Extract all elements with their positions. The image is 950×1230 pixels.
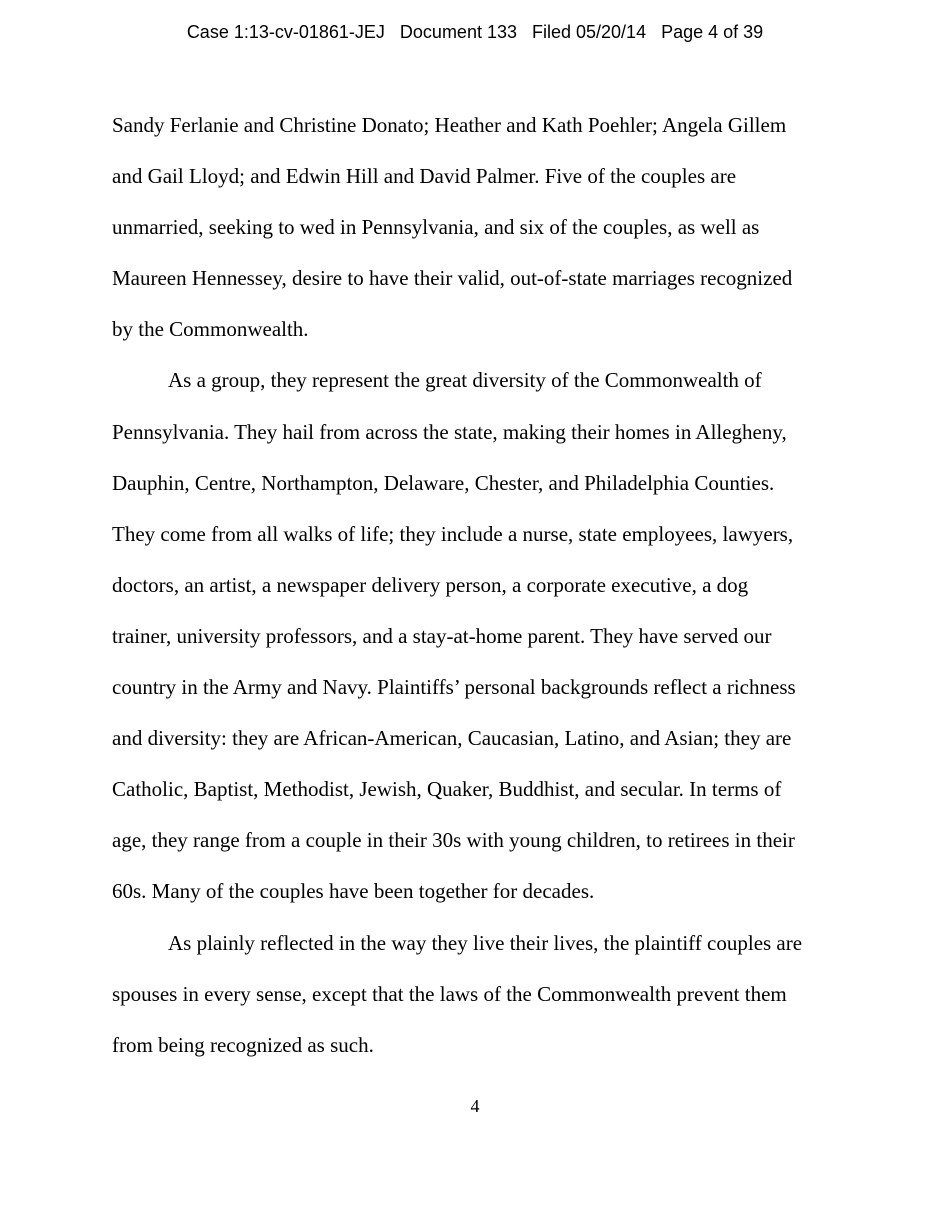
text-line: Sandy Ferlanie and Christine Donato; Heather and Kath Poehler; Angela Gillem	[112, 113, 787, 137]
page-count: Page 4 of 39	[661, 22, 764, 42]
text-line: by the Commonwealth.	[112, 317, 309, 342]
case-number: Case 1:13-cv-01861-JEJ	[186, 22, 385, 42]
document-number: Document 133	[399, 22, 517, 42]
text-line: As plainly reflected in the way they live their lives, the plaintiff couples are	[168, 930, 803, 955]
text-line: They come from all walks of life; they include a nurse, state employees, lawyers,	[112, 521, 794, 546]
paragraph-2	[112, 355, 842, 917]
paragraph-3	[112, 918, 842, 1071]
document-header	[0, 20, 950, 44]
text-line: doctors, an artist, a newspaper delivery person, a corporate executive, a dog	[112, 572, 749, 597]
text-line: trainer, university professors, and a stay-at-home parent. They have served our	[112, 623, 772, 648]
text-line: and diversity: they are African-American, Caucasian, Latino, and Asian; they are	[112, 726, 792, 751]
text-line: unmarried, seeking to wed in Pennsylvania, and six of the couples, as well as	[112, 215, 760, 240]
text-line: country in the Army and Navy. Plaintiffs’ personal backgrounds reflect a richness	[112, 675, 796, 700]
filed-date: Filed 05/20/14	[532, 22, 647, 42]
text-line: Maureen Hennessey, desire to have their valid, out-of-state marriages recognized	[112, 266, 793, 291]
text-line: and Gail Lloyd; and Edwin Hill and David Palmer. Five of the couples are	[112, 164, 737, 189]
paragraph-1	[112, 100, 842, 355]
page-number: 4	[470, 1096, 480, 1116]
text-line: Catholic, Baptist, Methodist, Jewish, Quaker, Buddhist, and secular. In terms of	[112, 777, 782, 802]
text-line: spouses in every sense, except that the laws of the Commonwealth prevent them	[112, 981, 787, 1006]
document-body	[112, 100, 842, 1071]
text-line: 60s. Many of the couples have been together for decades.	[112, 879, 595, 904]
text-line: As a group, they represent the great diversity of the Commonwealth of	[168, 368, 762, 393]
text-line: from being recognized as such.	[112, 1032, 374, 1057]
text-line: age, they range from a couple in their 30s with young children, to retirees in their	[112, 828, 795, 853]
text-line: Dauphin, Centre, Northampton, Delaware, Chester, and Philadelphia Counties.	[112, 470, 775, 495]
text-line: Pennsylvania. They hail from across the state, making their homes in Allegheny,	[112, 419, 787, 444]
